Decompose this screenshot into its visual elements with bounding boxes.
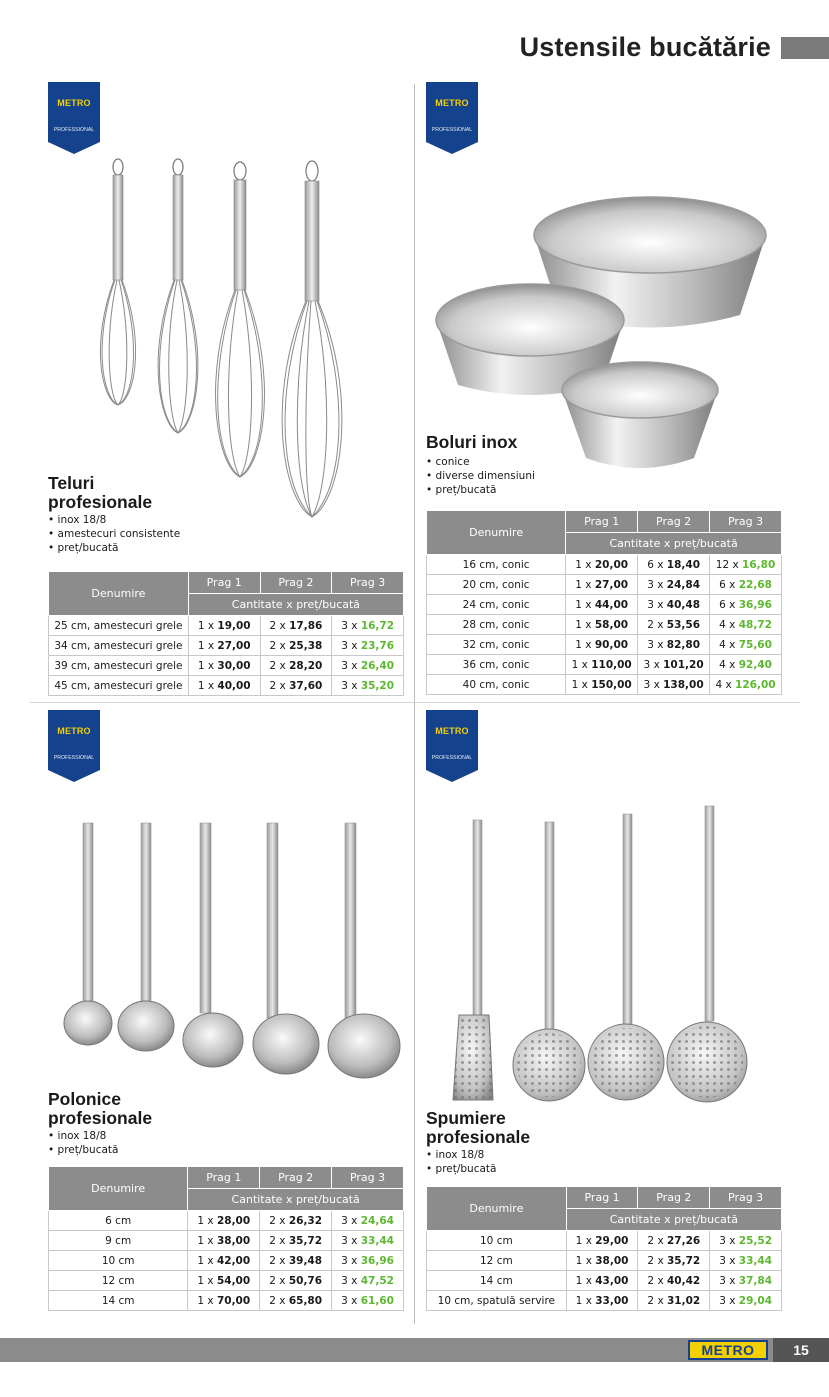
cell-name: 40 cm, conic bbox=[427, 675, 566, 695]
qty: 2 x bbox=[647, 618, 664, 631]
cell-prag2 bbox=[638, 555, 710, 575]
table-row bbox=[49, 636, 404, 656]
best-price: 24,64 bbox=[360, 1214, 394, 1227]
qty: 3 x bbox=[341, 619, 358, 632]
qty: 3 x bbox=[647, 578, 664, 591]
product-title: Polonice profesionale bbox=[48, 1089, 153, 1128]
cell-name: 12 cm bbox=[49, 1271, 188, 1291]
cell-prag2 bbox=[638, 655, 710, 675]
table-row bbox=[427, 1291, 782, 1311]
cell-prag2 bbox=[260, 1231, 332, 1251]
cell-prag3 bbox=[332, 656, 404, 676]
qty: 4 x bbox=[719, 638, 736, 651]
col-header-prag1: Prag 1 bbox=[566, 1187, 638, 1209]
table-header-row bbox=[427, 511, 782, 533]
cell-prag1 bbox=[188, 1211, 260, 1231]
table-row bbox=[49, 1211, 404, 1231]
bullet-item: • diverse dimensiuni bbox=[426, 469, 535, 483]
price: 40,42 bbox=[667, 1274, 701, 1287]
cell-prag3 bbox=[332, 676, 404, 696]
cell-prag2 bbox=[638, 1291, 710, 1311]
qty: 2 x bbox=[269, 679, 286, 692]
price: 82,80 bbox=[666, 638, 700, 651]
metro-professional-badge bbox=[48, 710, 100, 780]
best-price: 92,40 bbox=[738, 658, 772, 671]
cell-prag3 bbox=[710, 615, 782, 635]
qty: 1 x bbox=[197, 679, 215, 692]
row-divider bbox=[30, 702, 800, 703]
price: 101,20 bbox=[663, 658, 704, 671]
price: 19,00 bbox=[217, 619, 251, 632]
product-bullets bbox=[48, 1129, 118, 1157]
qty: 1 x bbox=[575, 638, 592, 651]
qty: 1 x bbox=[197, 1234, 214, 1247]
col-subheader: Cantitate x preț/bucată bbox=[566, 1209, 781, 1231]
cell-prag2 bbox=[260, 1271, 332, 1291]
product-bullets bbox=[426, 455, 535, 497]
qty: 2 x bbox=[647, 1294, 664, 1307]
qty: 2 x bbox=[269, 1254, 286, 1267]
qty: 3 x bbox=[341, 659, 358, 672]
qty: 2 x bbox=[269, 1294, 286, 1307]
price: 24,84 bbox=[666, 578, 700, 591]
cell-prag3 bbox=[332, 1211, 404, 1231]
price: 150,00 bbox=[591, 678, 632, 691]
price: 33,00 bbox=[595, 1294, 629, 1307]
cell-prag3 bbox=[332, 1271, 404, 1291]
cell-prag1 bbox=[188, 1291, 260, 1311]
col-header-prag2: Prag 2 bbox=[260, 1167, 332, 1189]
table-row bbox=[49, 1291, 404, 1311]
qty: 3 x bbox=[341, 1214, 358, 1227]
qty: 3 x bbox=[719, 1234, 736, 1247]
bullet-item: • preț/bucată bbox=[426, 1162, 496, 1176]
price: 18,40 bbox=[666, 558, 700, 571]
cell-prag2 bbox=[638, 615, 710, 635]
cell-prag3 bbox=[332, 1251, 404, 1271]
cell-prag2 bbox=[638, 1231, 710, 1251]
table-row bbox=[49, 1231, 404, 1251]
badge-brand: METRO bbox=[435, 98, 469, 108]
bullet-item: • amestecuri consistente bbox=[48, 527, 180, 541]
qty: 6 x bbox=[719, 598, 736, 611]
best-price: 33,44 bbox=[360, 1234, 394, 1247]
table-row bbox=[49, 676, 404, 696]
qty: 4 x bbox=[719, 658, 736, 671]
col-header-prag3: Prag 3 bbox=[332, 572, 404, 594]
col-header-prag3: Prag 3 bbox=[332, 1167, 404, 1189]
price-table bbox=[48, 571, 404, 696]
qty: 3 x bbox=[341, 1294, 358, 1307]
col-subheader: Cantitate x preț/bucată bbox=[188, 594, 403, 616]
cell-prag1 bbox=[188, 676, 260, 696]
price: 27,00 bbox=[217, 639, 251, 652]
skimmers-image bbox=[445, 800, 765, 1110]
qty: 1 x bbox=[197, 1294, 214, 1307]
table-row bbox=[49, 656, 404, 676]
qty: 1 x bbox=[197, 1254, 214, 1267]
price: 40,48 bbox=[666, 598, 700, 611]
bullet-item: • preț/bucată bbox=[48, 541, 180, 555]
qty: 2 x bbox=[269, 619, 286, 632]
column-divider bbox=[414, 84, 415, 1324]
cell-name: 10 cm bbox=[427, 1231, 567, 1251]
cell-prag1 bbox=[188, 1231, 260, 1251]
best-price: 26,40 bbox=[360, 659, 395, 672]
qty: 3 x bbox=[719, 1274, 736, 1287]
price: 110,00 bbox=[591, 658, 632, 671]
cell-prag1 bbox=[188, 636, 260, 656]
price-table bbox=[48, 1166, 404, 1311]
table-header-row bbox=[49, 572, 404, 594]
price: 43,00 bbox=[595, 1274, 629, 1287]
qty: 1 x bbox=[197, 619, 215, 632]
price-table bbox=[426, 510, 782, 695]
qty: 1 x bbox=[197, 639, 215, 652]
badge-brand: METRO bbox=[435, 726, 469, 736]
price: 38,00 bbox=[216, 1234, 251, 1247]
qty: 3 x bbox=[643, 658, 660, 671]
page-number: 15 bbox=[773, 1338, 829, 1362]
qty: 1 x bbox=[575, 598, 592, 611]
price: 17,86 bbox=[289, 619, 323, 632]
cell-name: 39 cm, amestecuri grele bbox=[49, 656, 189, 676]
price: 42,00 bbox=[216, 1254, 251, 1267]
cell-name: 45 cm, amestecuri grele bbox=[49, 676, 189, 696]
cell-prag2 bbox=[260, 1291, 332, 1311]
table-row bbox=[427, 1271, 782, 1291]
cell-name: 16 cm, conic bbox=[427, 555, 566, 575]
qty: 3 x bbox=[647, 598, 664, 611]
qty: 2 x bbox=[269, 659, 286, 672]
col-header-prag3: Prag 3 bbox=[710, 511, 782, 533]
cell-name: 24 cm, conic bbox=[427, 595, 566, 615]
price: 58,00 bbox=[594, 618, 629, 631]
cell-prag1 bbox=[566, 1291, 638, 1311]
qty: 1 x bbox=[571, 658, 588, 671]
cell-prag2 bbox=[260, 636, 332, 656]
bullet-item: • preț/bucată bbox=[426, 483, 535, 497]
price-table bbox=[426, 1186, 782, 1311]
price: 53,56 bbox=[666, 618, 700, 631]
metro-professional-badge bbox=[426, 710, 478, 780]
table-row bbox=[49, 1251, 404, 1271]
cell-name: 28 cm, conic bbox=[427, 615, 566, 635]
cell-prag3 bbox=[332, 1291, 404, 1311]
price: 35,72 bbox=[667, 1254, 701, 1267]
qty: 2 x bbox=[269, 639, 286, 652]
bullet-item: • conice bbox=[426, 455, 535, 469]
cell-prag2 bbox=[638, 575, 710, 595]
page-title: Ustensile bucătărie bbox=[519, 32, 771, 62]
ladles-image bbox=[55, 818, 405, 1083]
cell-prag1 bbox=[188, 1271, 260, 1291]
col-header-prag3: Prag 3 bbox=[710, 1187, 782, 1209]
best-price: 25,52 bbox=[738, 1234, 772, 1247]
col-header-prag1: Prag 1 bbox=[566, 511, 638, 533]
cell-prag1 bbox=[566, 635, 638, 655]
qty: 2 x bbox=[269, 1274, 286, 1287]
qty: 1 x bbox=[575, 618, 592, 631]
product-bullets bbox=[48, 513, 180, 555]
price: 138,00 bbox=[663, 678, 704, 691]
cell-prag1 bbox=[566, 555, 638, 575]
cell-prag3 bbox=[710, 555, 782, 575]
cell-prag2 bbox=[638, 1251, 710, 1271]
badge-sub: PROFESSIONAL bbox=[431, 127, 473, 133]
whisks-image bbox=[90, 155, 360, 525]
cell-prag1 bbox=[566, 575, 638, 595]
col-header-prag1: Prag 1 bbox=[188, 1167, 260, 1189]
col-subheader: Cantitate x preț/bucată bbox=[566, 533, 782, 555]
cell-prag3 bbox=[710, 575, 782, 595]
qty: 3 x bbox=[341, 639, 358, 652]
price: 39,48 bbox=[288, 1254, 323, 1267]
best-price: 22,68 bbox=[738, 578, 772, 591]
qty: 3 x bbox=[341, 1274, 358, 1287]
cell-name: 34 cm, amestecuri grele bbox=[49, 636, 189, 656]
cell-prag2 bbox=[638, 675, 710, 695]
table-row bbox=[427, 1231, 782, 1251]
qty: 3 x bbox=[341, 1234, 358, 1247]
metro-professional-badge bbox=[48, 82, 100, 152]
table-row bbox=[427, 595, 782, 615]
cell-prag3 bbox=[332, 1231, 404, 1251]
cell-name: 14 cm bbox=[49, 1291, 188, 1311]
qty: 1 x bbox=[575, 558, 592, 571]
best-price: 48,72 bbox=[738, 618, 772, 631]
cell-name: 12 cm bbox=[427, 1251, 567, 1271]
cell-prag1 bbox=[188, 656, 260, 676]
cell-prag1 bbox=[566, 1251, 638, 1271]
qty: 1 x bbox=[575, 1234, 592, 1247]
best-price: 23,76 bbox=[360, 639, 395, 652]
bullet-item: • preț/bucată bbox=[48, 1143, 118, 1157]
qty: 3 x bbox=[643, 678, 660, 691]
cell-prag3 bbox=[332, 616, 404, 636]
product-title: Spumiere profesionale bbox=[426, 1108, 531, 1147]
price: 38,00 bbox=[595, 1254, 629, 1267]
cell-name: 9 cm bbox=[49, 1231, 188, 1251]
price: 28,00 bbox=[216, 1214, 251, 1227]
cell-prag1 bbox=[566, 615, 638, 635]
qty: 2 x bbox=[647, 1254, 664, 1267]
badge-brand: METRO bbox=[57, 726, 91, 736]
qty: 1 x bbox=[575, 1254, 592, 1267]
cell-prag2 bbox=[638, 1271, 710, 1291]
col-header-prag1: Prag 1 bbox=[188, 572, 260, 594]
cell-prag1 bbox=[566, 675, 638, 695]
cell-name: 10 cm, spatulă servire bbox=[427, 1291, 567, 1311]
qty: 4 x bbox=[715, 678, 732, 691]
metro-logo: METRO bbox=[688, 1340, 768, 1360]
qty: 3 x bbox=[719, 1294, 736, 1307]
best-price: 16,80 bbox=[742, 558, 776, 571]
col-header-name: Denumire bbox=[427, 511, 566, 555]
table-header-row bbox=[427, 1187, 782, 1209]
cell-prag1 bbox=[566, 1271, 638, 1291]
col-subheader: Cantitate x preț/bucată bbox=[188, 1189, 404, 1211]
price: 37,60 bbox=[289, 679, 323, 692]
price: 70,00 bbox=[216, 1294, 251, 1307]
best-price: 61,60 bbox=[360, 1294, 394, 1307]
price: 44,00 bbox=[594, 598, 629, 611]
col-header-prag2: Prag 2 bbox=[638, 511, 710, 533]
table-row bbox=[49, 616, 404, 636]
col-header-prag2: Prag 2 bbox=[638, 1187, 710, 1209]
product-title: Teluri profesionale bbox=[48, 473, 153, 512]
qty: 4 x bbox=[719, 618, 736, 631]
qty: 2 x bbox=[269, 1234, 286, 1247]
price: 28,20 bbox=[289, 659, 323, 672]
best-price: 29,04 bbox=[738, 1294, 772, 1307]
price: 27,00 bbox=[594, 578, 629, 591]
qty: 2 x bbox=[647, 1274, 664, 1287]
col-header-name: Denumire bbox=[49, 1167, 188, 1211]
table-row bbox=[427, 675, 782, 695]
best-price: 16,72 bbox=[360, 619, 395, 632]
table-row bbox=[427, 615, 782, 635]
qty: 3 x bbox=[341, 1254, 358, 1267]
col-header-prag2: Prag 2 bbox=[260, 572, 332, 594]
bullet-item: • inox 18/8 bbox=[426, 1148, 496, 1162]
cell-name: 32 cm, conic bbox=[427, 635, 566, 655]
cell-prag2 bbox=[260, 656, 332, 676]
cell-name: 20 cm, conic bbox=[427, 575, 566, 595]
price: 30,00 bbox=[217, 659, 251, 672]
cell-name: 6 cm bbox=[49, 1211, 188, 1231]
qty: 1 x bbox=[575, 578, 592, 591]
cell-prag3 bbox=[710, 1271, 782, 1291]
qty: 1 x bbox=[197, 659, 215, 672]
cell-prag1 bbox=[188, 616, 260, 636]
price: 35,72 bbox=[288, 1234, 323, 1247]
cell-prag1 bbox=[566, 655, 638, 675]
best-price: 47,52 bbox=[360, 1274, 394, 1287]
best-price: 75,60 bbox=[738, 638, 772, 651]
bullet-item: • inox 18/8 bbox=[48, 1129, 118, 1143]
best-price: 36,96 bbox=[738, 598, 772, 611]
metro-professional-badge bbox=[426, 82, 478, 152]
qty: 3 x bbox=[647, 638, 664, 651]
cell-prag3 bbox=[710, 595, 782, 615]
qty: 1 x bbox=[575, 1294, 592, 1307]
price: 31,02 bbox=[667, 1294, 701, 1307]
price: 65,80 bbox=[288, 1294, 323, 1307]
cell-name: 10 cm bbox=[49, 1251, 188, 1271]
cell-name: 36 cm, conic bbox=[427, 655, 566, 675]
qty: 1 x bbox=[575, 1274, 592, 1287]
qty: 3 x bbox=[719, 1254, 736, 1267]
qty: 1 x bbox=[197, 1214, 214, 1227]
cell-prag3 bbox=[710, 675, 782, 695]
bullet-item: • inox 18/8 bbox=[48, 513, 180, 527]
cell-prag1 bbox=[188, 1251, 260, 1271]
cell-prag2 bbox=[260, 1211, 332, 1231]
cell-prag3 bbox=[710, 655, 782, 675]
qty: 1 x bbox=[571, 678, 588, 691]
qty: 12 x bbox=[715, 558, 739, 571]
best-price: 37,84 bbox=[738, 1274, 772, 1287]
cell-prag3 bbox=[710, 635, 782, 655]
cell-prag3 bbox=[710, 1291, 782, 1311]
cell-prag1 bbox=[566, 1231, 638, 1251]
product-bullets bbox=[426, 1148, 496, 1176]
cell-prag3 bbox=[332, 636, 404, 656]
title-accent-bar bbox=[781, 37, 829, 59]
table-row bbox=[427, 655, 782, 675]
qty: 2 x bbox=[269, 1214, 286, 1227]
table-row bbox=[427, 1251, 782, 1271]
qty: 1 x bbox=[197, 1274, 214, 1287]
cell-prag2 bbox=[260, 1251, 332, 1271]
cell-prag3 bbox=[710, 1251, 782, 1271]
price: 27,26 bbox=[667, 1234, 701, 1247]
best-price: 35,20 bbox=[360, 679, 395, 692]
col-header-name: Denumire bbox=[427, 1187, 567, 1231]
cell-name: 25 cm, amestecuri grele bbox=[49, 616, 189, 636]
price: 26,32 bbox=[288, 1214, 323, 1227]
price: 54,00 bbox=[216, 1274, 251, 1287]
badge-brand: METRO bbox=[57, 98, 91, 108]
price: 29,00 bbox=[595, 1234, 629, 1247]
cell-prag1 bbox=[566, 595, 638, 615]
table-row bbox=[427, 555, 782, 575]
best-price: 126,00 bbox=[735, 678, 776, 691]
cell-prag2 bbox=[638, 595, 710, 615]
table-row bbox=[49, 1271, 404, 1291]
badge-sub: PROFESSIONAL bbox=[53, 127, 95, 133]
cell-prag2 bbox=[260, 676, 332, 696]
qty: 2 x bbox=[647, 1234, 664, 1247]
price: 25,38 bbox=[289, 639, 323, 652]
qty: 6 x bbox=[647, 558, 664, 571]
badge-sub: PROFESSIONAL bbox=[431, 755, 473, 761]
cell-prag2 bbox=[638, 635, 710, 655]
price: 20,00 bbox=[594, 558, 629, 571]
qty: 3 x bbox=[341, 679, 358, 692]
qty: 6 x bbox=[719, 578, 736, 591]
cell-prag2 bbox=[260, 616, 332, 636]
price: 90,00 bbox=[594, 638, 629, 651]
badge-sub: PROFESSIONAL bbox=[53, 755, 95, 761]
price: 50,76 bbox=[288, 1274, 323, 1287]
product-title: Boluri inox bbox=[426, 432, 518, 452]
cell-prag3 bbox=[710, 1231, 782, 1251]
col-header-name: Denumire bbox=[49, 572, 189, 616]
price: 40,00 bbox=[217, 679, 251, 692]
best-price: 33,44 bbox=[738, 1254, 772, 1267]
table-row bbox=[427, 575, 782, 595]
table-row bbox=[427, 635, 782, 655]
table-header-row bbox=[49, 1167, 404, 1189]
best-price: 36,96 bbox=[360, 1254, 394, 1267]
cell-name: 14 cm bbox=[427, 1271, 567, 1291]
